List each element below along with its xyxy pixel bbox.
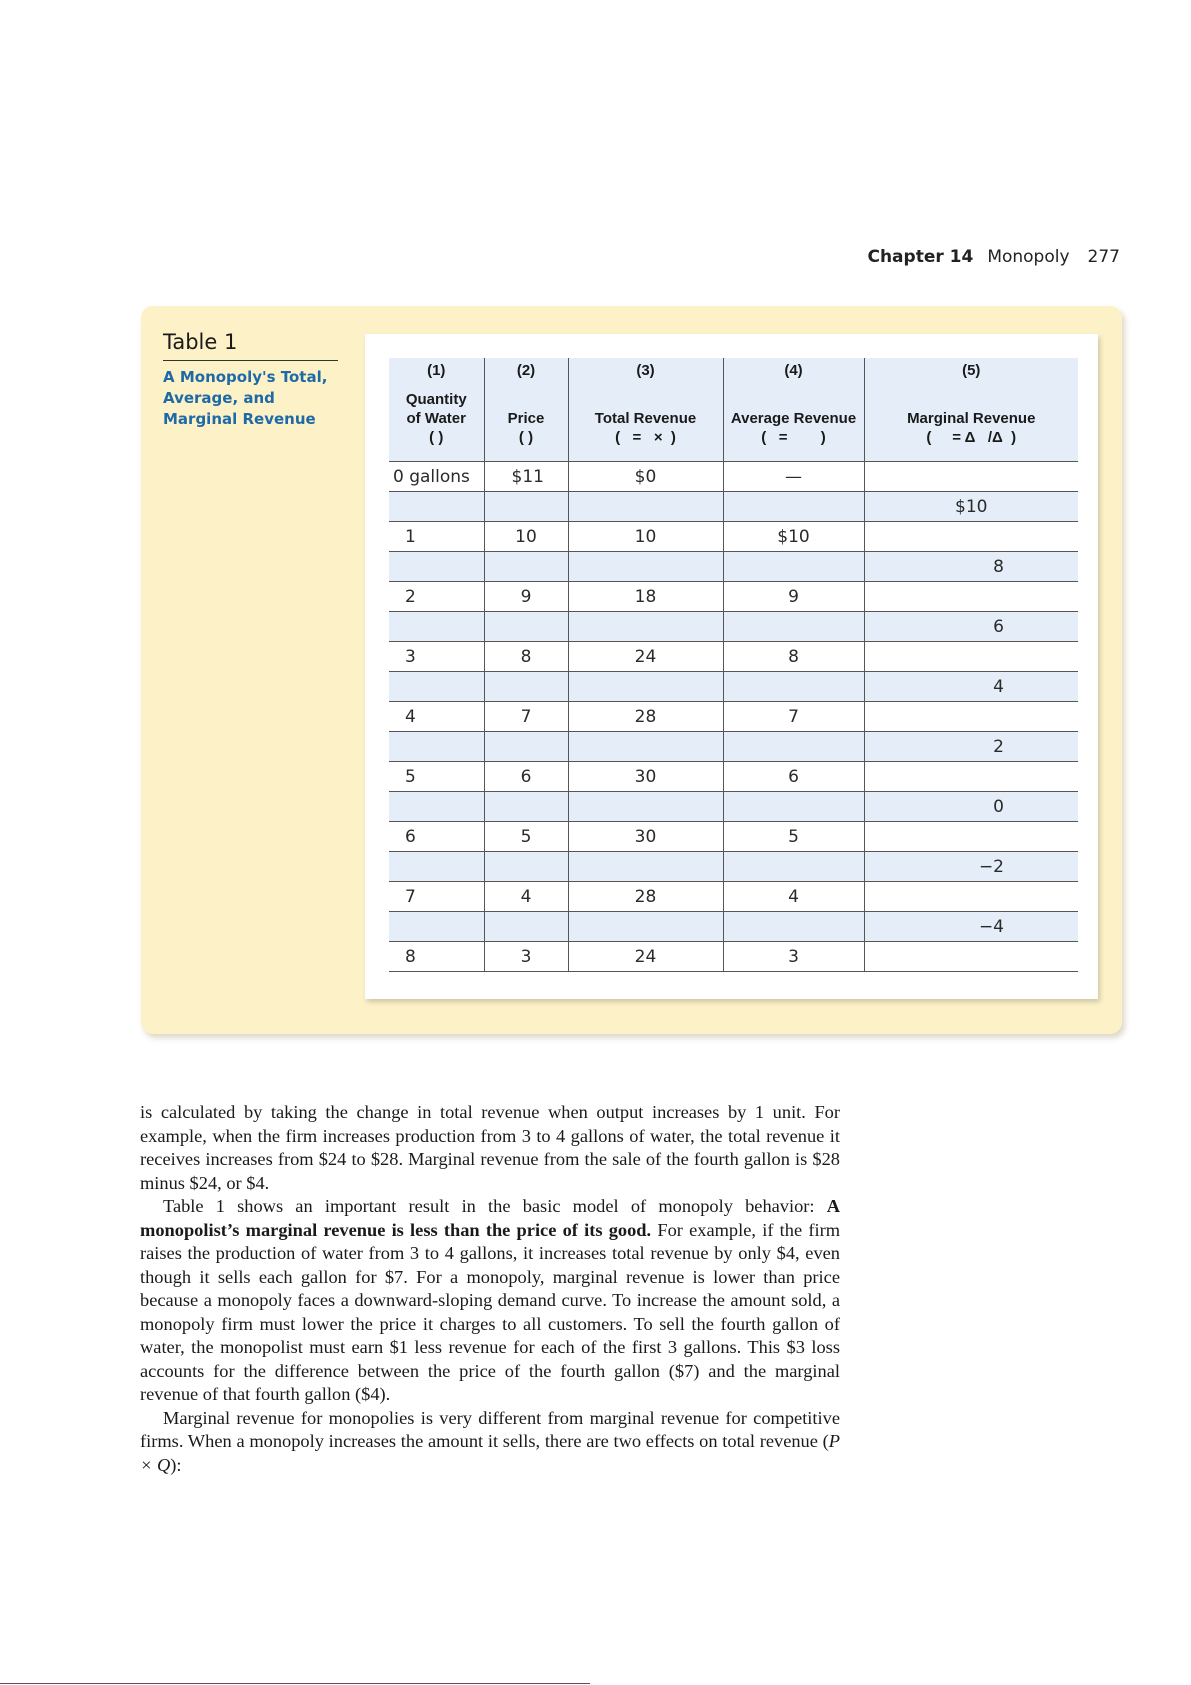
cell-average-revenue: 4	[723, 882, 864, 912]
cell-average-revenue: 8	[723, 642, 864, 672]
cell-price: $11	[484, 462, 568, 492]
table-row	[389, 942, 1078, 972]
cell-marginal-revenue: 2	[864, 732, 1078, 762]
cell-total-revenue: 28	[568, 702, 723, 732]
cell-average-revenue: 9	[723, 582, 864, 612]
cell-average-revenue: 5	[723, 822, 864, 852]
cell-price: 8	[484, 642, 568, 672]
running-header	[867, 247, 1120, 267]
cell-price: 9	[484, 582, 568, 612]
cell-quantity: 4	[389, 702, 484, 732]
cell-price: 6	[484, 762, 568, 792]
cell-total-revenue: 24	[568, 942, 723, 972]
table-row	[389, 522, 1078, 552]
marginal-row	[389, 672, 1078, 702]
cell-quantity: 0 gallons	[389, 462, 484, 492]
cell-quantity: 5	[389, 762, 484, 792]
cell-price: 10	[484, 522, 568, 552]
cell-marginal-revenue: 6	[864, 612, 1078, 642]
table-row	[389, 702, 1078, 732]
marginal-row	[389, 792, 1078, 822]
cell-marginal-revenue: −4	[864, 912, 1078, 942]
cell-marginal-revenue: 0	[864, 792, 1078, 822]
marginal-row	[389, 912, 1078, 942]
cell-total-revenue: 30	[568, 762, 723, 792]
col-header-quantity: (1) Quantity of Water ( )	[389, 358, 484, 462]
table-header-row	[389, 358, 1078, 462]
cell-average-revenue: $10	[723, 522, 864, 552]
marginal-row	[389, 612, 1078, 642]
cell-quantity: 8	[389, 942, 484, 972]
col-header-total-revenue: (3) Total Revenue ( = × )	[568, 358, 723, 462]
cell-average-revenue: 7	[723, 702, 864, 732]
table-panel	[141, 306, 1122, 1034]
table-caption-text: A Monopoly's Total, Average, and Marginal Revenue	[163, 368, 328, 428]
table-row	[389, 642, 1078, 672]
cell-marginal-revenue: 4	[864, 672, 1078, 702]
cell-price: 5	[484, 822, 568, 852]
paragraph-3: Marginal revenue for monopolies is very different from marginal revenue for competitive firms. When a monopoly increases the amount it sells, there are two effects on total revenue (P × Q):	[140, 1407, 840, 1475]
cell-average-revenue: 3	[723, 942, 864, 972]
table-row	[389, 822, 1078, 852]
cell-average-revenue: —	[723, 462, 864, 492]
col-header-marginal-revenue: (5) Marginal Revenue ( = Δ /Δ )	[864, 358, 1078, 462]
table-body	[389, 462, 1078, 972]
table-row	[389, 582, 1078, 612]
cell-total-revenue: 28	[568, 882, 723, 912]
bottom-rule	[0, 1683, 590, 1684]
page-number: 277	[1087, 247, 1120, 267]
marginal-row	[389, 492, 1078, 522]
cell-quantity: 7	[389, 882, 484, 912]
cell-total-revenue: $0	[568, 462, 723, 492]
cell-quantity: 1	[389, 522, 484, 552]
marginal-row	[389, 552, 1078, 582]
cell-quantity: 6	[389, 822, 484, 852]
chapter-title: Monopoly	[987, 247, 1070, 267]
marginal-row	[389, 852, 1078, 882]
paragraph-2: Table 1 shows an important result in the basic model of monopoly behavior: A monopolist’s marginal revenue is less than the price of its good. For example, if the firm raises the production of water from 3 to 4 gallons, it increases total revenue by only $4, even though it sells each gallon for $7. For a monopoly, marginal revenue is lower than price because a monopoly faces a downward-sloping demand curve. To increase the amount sold, a monopoly firm must lower the price it charges to all customers. To sell the fourth gallon of water, the monopolist must earn $1 less revenue for each of the first 3 gallons. This $3 loss accounts for the difference between the price of the fourth gallon ($7) and the marginal revenue of that fourth gallon ($4).	[140, 1196, 840, 1404]
revenue-table	[389, 358, 1078, 972]
table-label: Table 1	[163, 330, 338, 361]
cell-price: 7	[484, 702, 568, 732]
table-card	[365, 334, 1098, 999]
col-header-price: (2) Price ( )	[484, 358, 568, 462]
cell-total-revenue: 30	[568, 822, 723, 852]
table-caption	[163, 330, 338, 430]
cell-marginal-revenue: $10	[864, 492, 1078, 522]
cell-empty	[864, 462, 1078, 492]
cell-quantity: 2	[389, 582, 484, 612]
table-row	[389, 882, 1078, 912]
cell-marginal-revenue: −2	[864, 852, 1078, 882]
cell-price: 4	[484, 882, 568, 912]
marginal-row	[389, 732, 1078, 762]
paragraph-1: is calculated by taking the change in total revenue when output increases by 1 unit. For example, when the firm increases production from 3 to 4 gallons of water, the total revenue it receives increases from $24 to $28. Marginal revenue from the sale of the fourth gallon is $28 minus $24, or $4.	[140, 1102, 840, 1193]
chapter-label: Chapter 14	[867, 247, 974, 267]
cell-average-revenue: 6	[723, 762, 864, 792]
cell-quantity: 3	[389, 642, 484, 672]
cell-price: 3	[484, 942, 568, 972]
key-result: A monopolist’s marginal revenue is less than the price of its good.	[140, 1196, 840, 1240]
col-header-average-revenue: (4) Average Revenue ( = )	[723, 358, 864, 462]
cell-total-revenue: 24	[568, 642, 723, 672]
table-row	[389, 762, 1078, 792]
formula: P × Q	[140, 1431, 840, 1475]
body-text	[140, 1101, 840, 1477]
cell-total-revenue: 18	[568, 582, 723, 612]
cell-marginal-revenue: 8	[864, 552, 1078, 582]
cell-total-revenue: 10	[568, 522, 723, 552]
table-row	[389, 462, 1078, 492]
